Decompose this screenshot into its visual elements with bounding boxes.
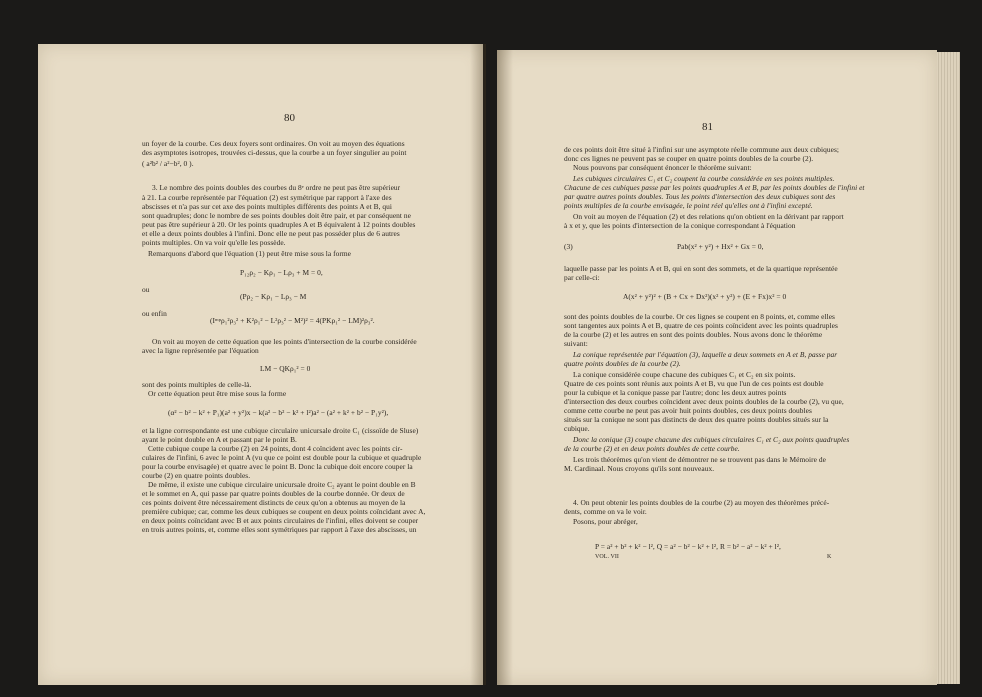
text-line: des asymptotes isotropes, trouvées ci-dessus, que la courbe a un foyer singulier au point	[142, 148, 407, 157]
text-line: On voit au moyen de cette équation que les points d'intersection de la courbe considérée	[152, 337, 417, 346]
text-line: cubique.	[564, 424, 590, 433]
text-line: abscisses et n'a pas sur cet axe des points multiples différents des points A et B, qui	[142, 202, 393, 211]
text-line: à 21. La courbe représentée par l'équation (2) est symétrique par rapport à l'axe des	[142, 193, 392, 202]
text-line: et la ligne correspondante est une cubique circulaire unicursale droite C₁ (cissoïde de Sluse)	[142, 426, 419, 435]
text-line: première cubique; car, comme les deux cubiques se coupent en deux points coïncidant avec A,	[142, 507, 426, 516]
text-line: ou enfin	[142, 309, 167, 318]
text-line: sont des points doubles de la courbe. Or ces lignes se coupent en 8 points, et, comme elles	[564, 312, 835, 321]
text-line: sont quadruples; donc le nombre de ses points doubles doit être pair, et par conséquent ne	[142, 211, 411, 220]
equation-number: (3)	[564, 242, 573, 251]
formula: LM − QKρ₁² = 0	[260, 364, 311, 373]
text-line: donc ces lignes ne peuvent pas se couper en quatre points doubles de la courbe (2).	[564, 154, 814, 163]
text-line: et le sommet en A, qui passe par quatre points doubles de la courbe donnée. Or deux de	[142, 489, 405, 498]
text-line: La conique considérée coupe chacune des cubiques C₁ et C₂ en six points.	[573, 370, 796, 379]
text-line: Quatre de ces points sont réunis aux points A et B, vu que l'un de ces points est double	[564, 379, 824, 388]
theorem-line: par quatre autres points doubles. Tous les points d'intersection des deux cubiques sont des	[564, 192, 836, 201]
theorem-line: points multiples de la courbe envisagée, le point réel qu'elles ont à l'infini excepté.	[564, 201, 813, 210]
text-line: en trois autres points, et, comme elles sont symétriques par rapport à l'axe des abscisses, un	[142, 525, 417, 534]
text-line: par celle-ci:	[564, 273, 600, 282]
text-line: peut pas être supérieur à 20. Or les points quadruples A et B équivalent à 12 points doubles	[142, 220, 416, 229]
text-line: M. Cardinaal. Nous croyons qu'ils sont nouveaux.	[564, 464, 715, 473]
text-line: courbe (2) en quatre points doubles.	[142, 471, 251, 480]
text-line: points multiples. On va voir qu'elle les possède.	[142, 238, 286, 247]
formula: A(x² + y²)² + (B + Cx + Dx²)(x² + y²) + (E + Fx)x² = 0	[623, 292, 787, 301]
text-line: d'intersection des deux courbes coïncident avec deux points doubles de la courbe (2), vu que,	[564, 397, 844, 406]
text-line: sont des points multiples de celle-là.	[142, 380, 252, 389]
text-line: 3. Le nombre des points doubles des courbes du 8ᵉ ordre ne peut pas être supérieur	[152, 183, 401, 192]
gutter-shadow-left	[470, 44, 486, 685]
text-line: un foyer de la courbe. Ces deux foyers sont ordinaires. On voit au moyen des équations	[142, 139, 405, 148]
text-line: situés sur la conique ne sont pas distincts de deux des quatre points doubles situés sur la	[564, 415, 829, 424]
text-line: de la courbe (2) et les autres en sont des points doubles. Nous avons donc le théorème	[564, 330, 823, 339]
text-line: de ces points doit être situé à l'infini sur une asymptote réelle commune aux deux cubiques;	[564, 145, 839, 154]
text-line: On voit au moyen de l'équation (2) et des relations qu'on obtient en la dérivant par rapport	[573, 212, 844, 221]
text-line: pour la courbe envisagée) et quatre avec le point B. Donc la cubique doit encore couper la	[142, 462, 413, 471]
formula: (Iᵐᵖρ₁²ρ₃² + K²ρ₁² − L²ρ₃² − M²)² = 4(PKρ₁² − LM)²ρ₃².	[210, 316, 375, 325]
theorem-line: Chacune de ces cubiques passe par les points quadruples A et B, par les points doubles de l'infini et	[564, 183, 865, 192]
formula: (Pρ₂ − Kρ₁ − Lρ₃ − M	[240, 292, 307, 301]
text-line: dents, comme on va le voir.	[564, 507, 647, 516]
formula: P₁₂ρ₂ − Kρ₁ − Lρ₃ + M = 0,	[240, 268, 323, 277]
text-line: laquelle passe par les points A et B, qui en sont des sommets, et de la quartique représentée	[564, 264, 838, 273]
text-line: comme cette courbe ne peut pas avoir huit points doubles, ces deux points doubles	[564, 406, 812, 415]
volume-signature: VOL. VII	[595, 554, 619, 560]
text-line: Posons, pour abréger,	[573, 517, 638, 526]
formula: Pab(x² + y²) + Hx² + Gx = 0,	[677, 242, 764, 251]
formula: ( a²b² / a²−b², 0 ).	[142, 159, 194, 168]
text-line: à x et y, que les points d'intersection de la conique correspondant à l'équation	[564, 221, 796, 230]
section-4-line: 4. On peut obtenir les points doubles de la courbe (2) au moyen des théorèmes précé-	[573, 498, 830, 507]
theorem-line: de la courbe (2) et en deux points doubles de cette courbe.	[564, 444, 740, 453]
text-line: en deux points coïncidant avec B et aux points circulaires de l'infini, elles doivent se couper	[142, 516, 419, 525]
text-line: pour la cubique et la conique passe par l'autre; donc les deux autres points	[564, 388, 787, 397]
right-page	[497, 50, 937, 685]
signature-mark: K	[827, 554, 832, 560]
text-line: avec la ligne représentée par l'équation	[142, 346, 259, 355]
text-line: Les trois théorèmes qu'on vient de démontrer ne se trouvent pas dans le Mémoire de	[573, 455, 826, 464]
gutter-shadow-right	[497, 50, 513, 685]
text-line: De même, il existe une cubique circulaire unicursale droite C₂ ayant le point double en B	[148, 480, 416, 489]
text-line: ces points doivent être nécessairement distincts de ceux qu'on a obtenus au moyen de la	[142, 498, 406, 507]
text-line: ayant le point double en A et passant par le point B.	[142, 435, 297, 444]
text-line: sont tangentes aux points A et B, quatre de ces points coïncident avec les points quadruples	[564, 321, 838, 330]
theorem-line: Les cubiques circulaires C₁ et C₂ coupent la courbe considérée en ses points multiples.	[573, 174, 835, 183]
theorem-line: La conique représentée par l'équation (3), laquelle a deux sommets en A et B, passe par	[573, 350, 838, 359]
theorem-line: quatre points doubles de la courbe (2).	[564, 359, 681, 368]
left-page	[38, 44, 483, 685]
text-line: suivant:	[564, 339, 588, 348]
text-line: Remarquons d'abord que l'équation (1) peut être mise sous la forme	[148, 249, 351, 258]
page-number: 81	[702, 121, 713, 133]
text-line: Or cette équation peut être mise sous la forme	[148, 389, 287, 398]
theorem-line: Donc la conique (3) coupe chacune des cubiques circulaires C₁ et C₂ aux points quadruples	[573, 435, 850, 444]
formula: P = a² + b² + k² − l², Q = a² − b² − k² + l², R = b² − a² − k² + l²,	[595, 542, 781, 551]
text-line: et elle a deux points doubles à l'infini. Donc elle ne peut pas posséder plus de 6 autres	[142, 229, 400, 238]
text-line: ou	[142, 285, 150, 294]
formula: (α² − b² − k² + P₁)(a² + y²)x − k(a² − b² − k² + l²)a² − (a² + k² + b² − P₁y²),	[168, 408, 389, 417]
text-line: culaires de l'infini, 6 avec le point A (vu que ce point est double pour la cubique et quadruple	[142, 453, 422, 462]
text-line: Cette cubique coupe la courbe (2) en 24 points, dont 4 coïncident avec les points cir-	[148, 444, 403, 453]
page-number: 80	[284, 112, 295, 124]
text-line: Nous pouvons par conséquent énoncer le théorème suivant:	[573, 163, 752, 172]
